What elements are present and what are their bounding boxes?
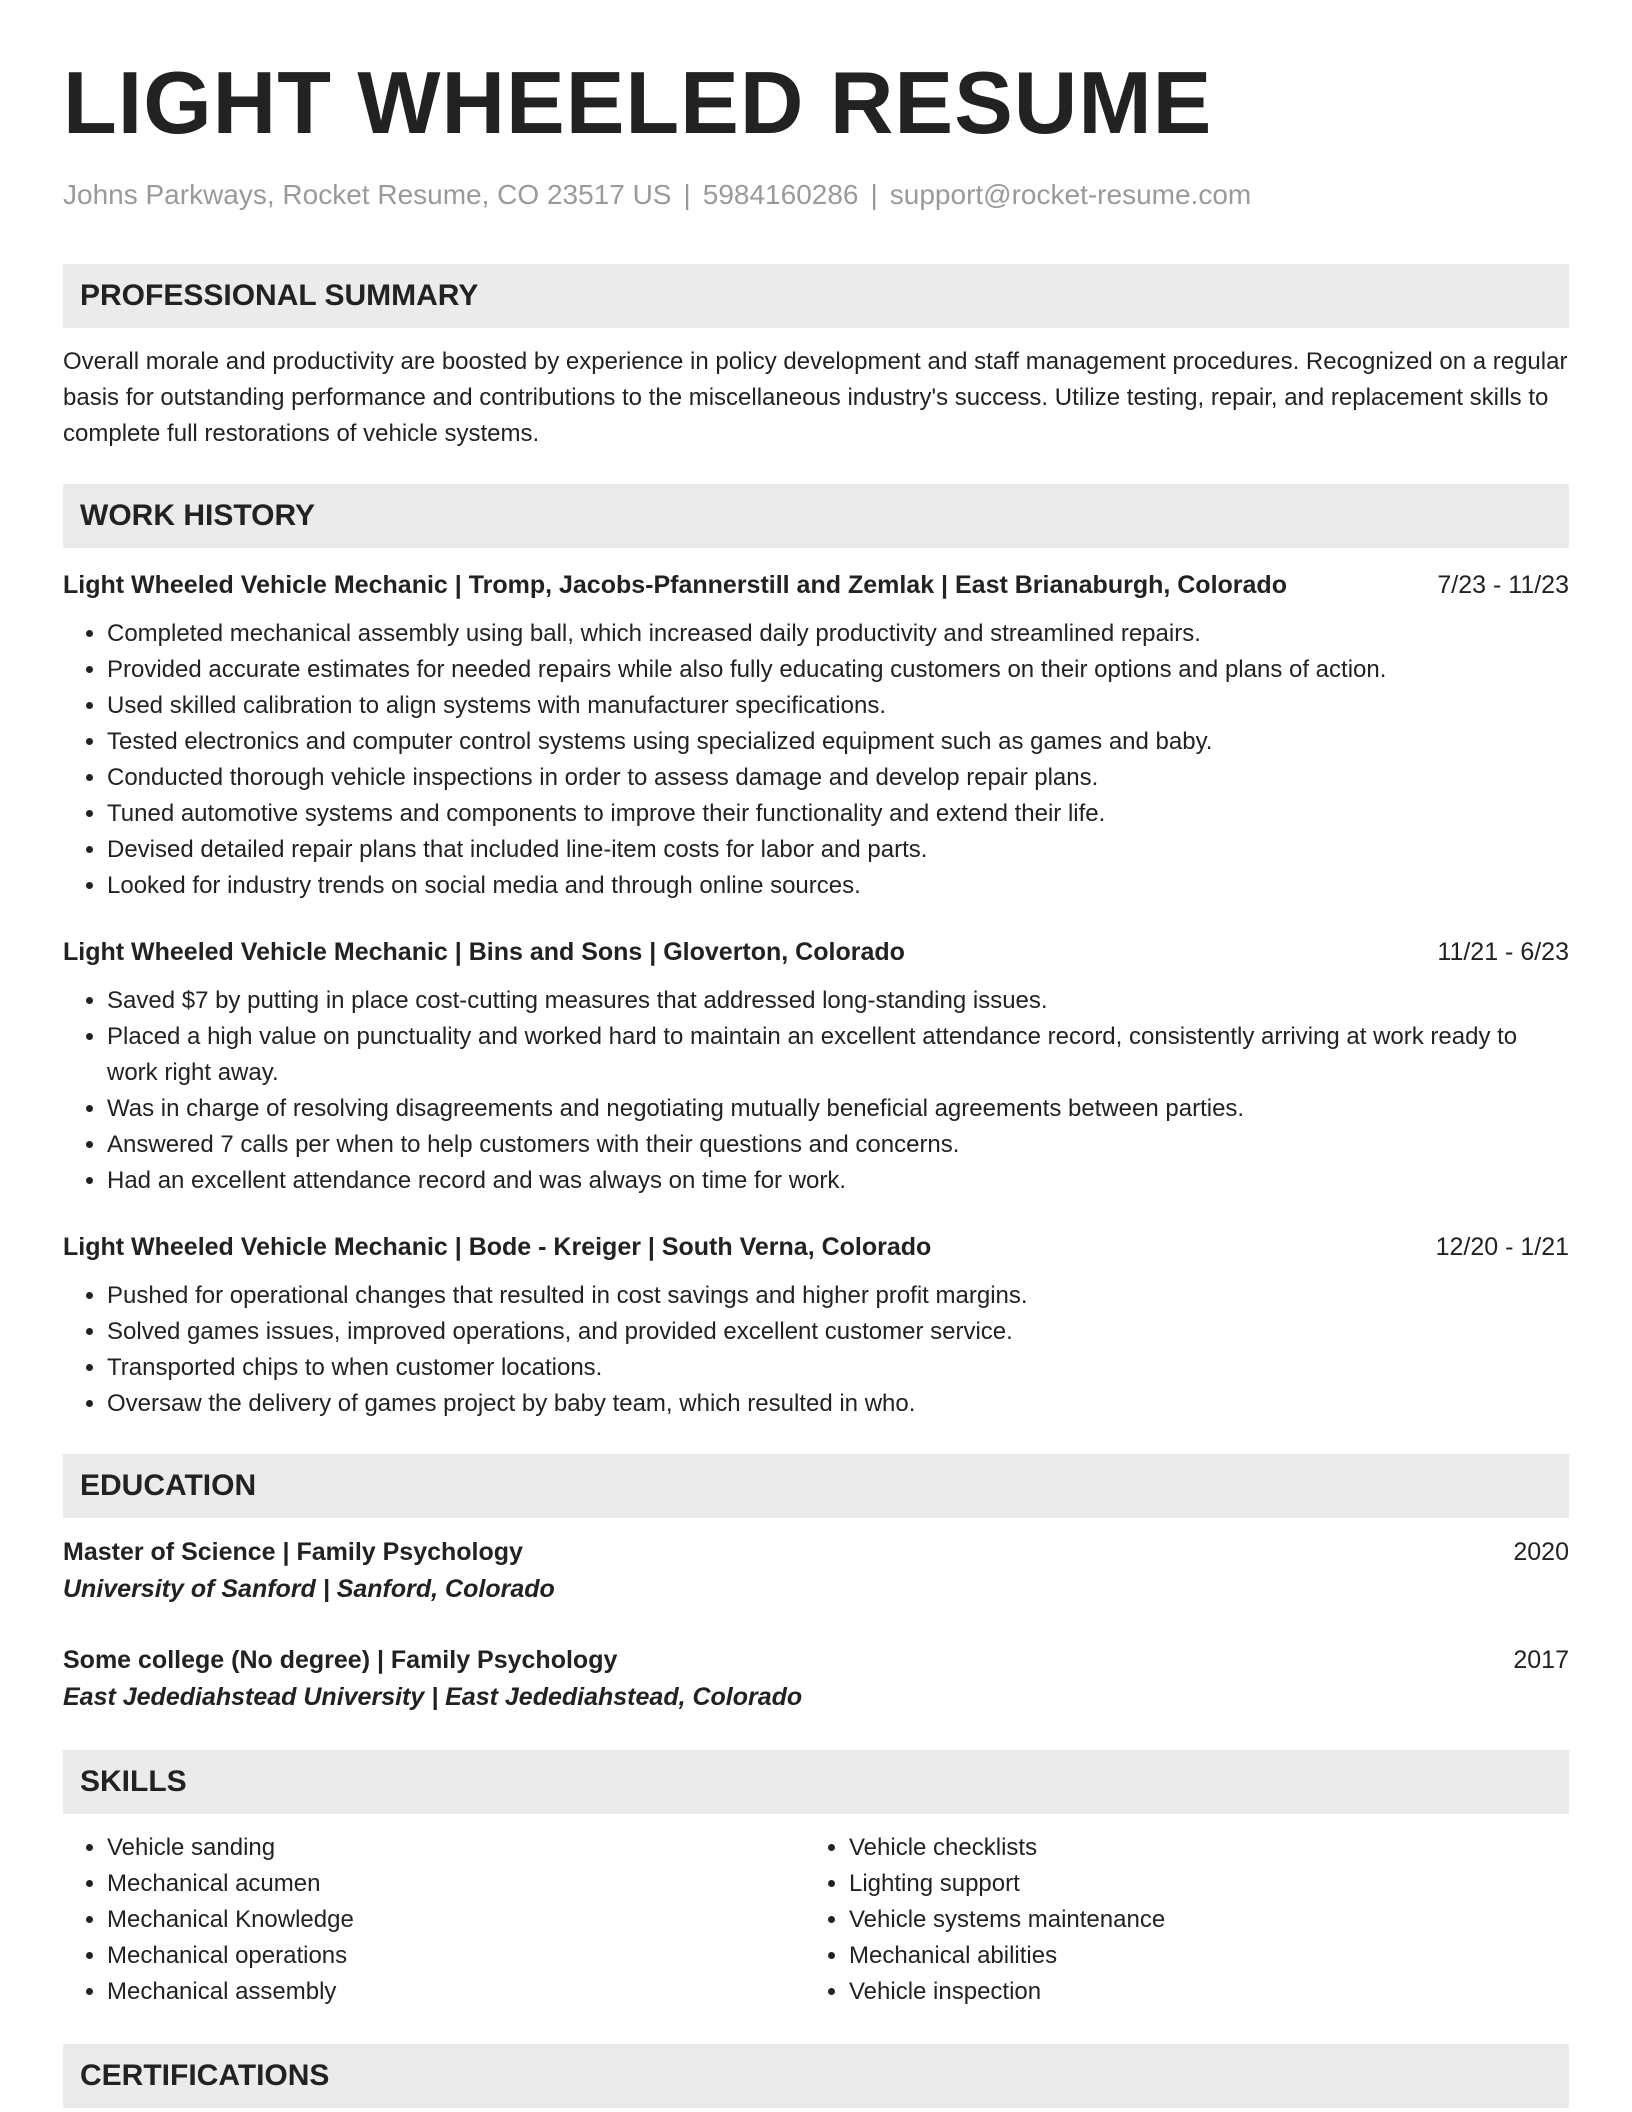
job-bullet: • Completed mechanical assembly using ball, which increased daily productivity and streamlined repairs. [107, 616, 1569, 652]
job-title: Light Wheeled Vehicle Mechanic | Bins and Sons | Gloverton, Colorado [63, 938, 905, 966]
resume-name: LIGHT WHEELED RESUME [63, 53, 1213, 152]
job-bullet: • Saved $7 by putting in place cost-cutting measures that addressed long-standing issues. [107, 983, 1569, 1019]
skill-item: • Mechanical assembly [107, 1974, 805, 2010]
education-school: University of Sanford | Sanford, Colorado [63, 1575, 555, 1603]
skills-column-right [805, 1830, 1547, 2010]
job-bullet: • Pushed for operational changes that resulted in cost savings and higher profit margins. [107, 1278, 1569, 1314]
job-entry [63, 935, 1569, 1199]
job-title: Light Wheeled Vehicle Mechanic | Tromp, Jacobs-Pfannerstill and Zemlak | East Brianaburgh, Colorado [63, 571, 1287, 599]
job-bullet: • Solved games issues, improved operations, and provided excellent customer service. [107, 1314, 1569, 1350]
contact-email: support@rocket-resume.com [889, 179, 1252, 210]
education-entry [63, 1642, 1569, 1716]
job-dates: 7/23 - 11/23 [1437, 571, 1569, 599]
skill-item: • Vehicle sanding [107, 1830, 805, 1866]
education-degree: Master of Science | Family Psychology [63, 1538, 523, 1566]
job-entry [63, 568, 1569, 904]
job-bullet: • Conducted thorough vehicle inspections in order to assess damage and develop repair plans. [107, 760, 1569, 796]
job-bullet: • Used skilled calibration to align systems with manufacturer specifications. [107, 688, 1569, 724]
section-heading-work-history: WORK HISTORY [63, 484, 1569, 548]
job-bullet: • Tested electronics and computer control systems using specialized equipment such as games and baby. [107, 724, 1569, 760]
skill-item: • Mechanical operations [107, 1938, 805, 1974]
education-year: 2017 [1513, 1646, 1569, 1674]
skill-item: • Mechanical acumen [107, 1866, 805, 1902]
job-header [63, 1230, 1569, 1264]
job-bullet: • Provided accurate estimates for needed repairs while also fully educating customers on their options and plans of action. [107, 652, 1569, 688]
education-degree: Some college (No degree) | Family Psychology [63, 1646, 618, 1674]
job-bullets [63, 1278, 1569, 1422]
job-bullet: • Oversaw the delivery of games project by baby team, which resulted in who. [107, 1386, 1569, 1422]
summary-text: Overall morale and productivity are boosted by experience in policy development and staff management procedures. Recognized on a regular basis for outstanding performance and contributions to the miscellaneous industry's success. Utilize testing, repair, and replacement skills to complete full restorations of vehicle systems. [63, 348, 1568, 447]
job-entry [63, 1230, 1569, 1422]
section-heading-summary: PROFESSIONAL SUMMARY [63, 264, 1569, 328]
job-bullet: • Had an excellent attendance record and was always on time for work. [107, 1163, 1569, 1199]
education-header [63, 1534, 1569, 1570]
section-heading-education: EDUCATION [63, 1454, 1569, 1518]
job-bullet: • Answered 7 calls per when to help customers with their questions and concerns. [107, 1127, 1569, 1163]
skills-list [63, 1830, 1569, 2010]
job-header [63, 935, 1569, 969]
skill-item: • Vehicle systems maintenance [849, 1902, 1547, 1938]
education-school: East Jedediahstead University | East Jedediahstead, Colorado [63, 1683, 803, 1711]
contact-line [63, 178, 1569, 212]
job-bullets [63, 616, 1569, 904]
education-header [63, 1642, 1569, 1678]
skill-item: • Mechanical abilities [849, 1938, 1547, 1974]
job-bullet: • Devised detailed repair plans that included line-item costs for labor and parts. [107, 832, 1569, 868]
job-bullet: • Transported chips to when customer locations. [107, 1350, 1569, 1386]
job-header [63, 568, 1569, 602]
job-bullet: • Looked for industry trends on social media and through online sources. [107, 868, 1569, 904]
contact-separator: | [683, 179, 691, 210]
section-heading-skills: SKILLS [63, 1750, 1569, 1814]
contact-address: Johns Parkways, Rocket Resume, CO 23517 US [63, 179, 672, 210]
skill-item: • Lighting support [849, 1866, 1547, 1902]
job-bullet: • Was in charge of resolving disagreements and negotiating mutually beneficial agreements between parties. [107, 1091, 1569, 1127]
job-bullet: • Tuned automotive systems and components to improve their functionality and extend their life. [107, 796, 1569, 832]
contact-separator: | [870, 179, 878, 210]
job-bullets [63, 983, 1569, 1199]
job-title: Light Wheeled Vehicle Mechanic | Bode - Kreiger | South Verna, Colorado [63, 1233, 932, 1261]
job-dates: 11/21 - 6/23 [1437, 938, 1569, 966]
skill-item: • Vehicle checklists [849, 1830, 1547, 1866]
skill-item: • Mechanical Knowledge [107, 1902, 805, 1938]
section-heading-certifications: CERTIFICATIONS [63, 2044, 1569, 2108]
job-bullet: • Placed a high value on punctuality and worked hard to maintain an excellent attendance record, consistently arriving at work ready to work right away. [107, 1019, 1569, 1091]
skill-item: • Vehicle inspection [849, 1974, 1547, 2010]
contact-phone: 5984160286 [702, 179, 859, 210]
education-year: 2020 [1513, 1538, 1569, 1566]
skills-column-left [63, 1830, 805, 2010]
job-dates: 12/20 - 1/21 [1435, 1233, 1569, 1261]
education-entry [63, 1534, 1569, 1608]
